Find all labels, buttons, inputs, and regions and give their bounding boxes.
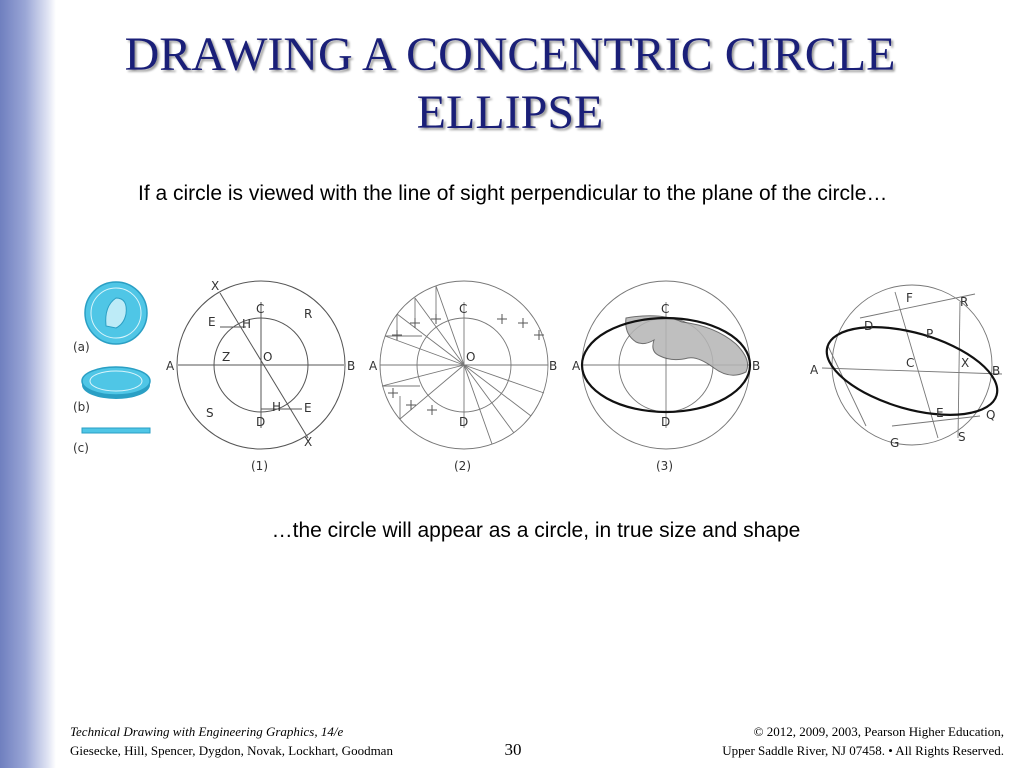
step3-label-a: A (572, 359, 581, 373)
step4-label-r: R (960, 295, 969, 309)
step4-label-d: D (864, 319, 874, 333)
step4-line-r-s (958, 302, 960, 438)
step3-label-b: B (752, 359, 761, 373)
step2-plot-marks (388, 314, 544, 415)
step4-label-e: E (936, 406, 944, 420)
step2-label-c: C (459, 302, 468, 316)
step4-top-line (860, 294, 975, 318)
footer-copyright-line-1: © 2012, 2009, 2003, Pearson Higher Education, (753, 724, 1004, 739)
footer-book-title: Technical Drawing with Engineering Graphics, 14/e (70, 724, 344, 739)
step4-label-b: B (992, 364, 1001, 378)
step1-label-o: O (263, 350, 273, 364)
step1-label-h-bottom: H (272, 400, 282, 414)
step4-label-q: Q (986, 408, 996, 422)
page-number: 30 (504, 740, 522, 759)
footer-citation (70, 722, 393, 760)
view-label-c: (c) (73, 441, 89, 455)
step-caption-1: (1) (251, 459, 268, 473)
step1-label-z: Z (222, 350, 231, 364)
step2-label-d: D (459, 415, 469, 429)
step4-label-x: X (961, 356, 970, 370)
step4-label-s: S (958, 430, 966, 444)
step4-tangent-line (828, 346, 866, 426)
irregular-curve-template (626, 316, 748, 375)
step4-conjugate-line (895, 292, 938, 438)
view-label-b: (b) (73, 400, 90, 414)
step2-label-o: O (466, 350, 476, 364)
step1-label-c: C (256, 302, 265, 316)
footer-copyright (722, 722, 1004, 760)
step4-label-f: F (906, 291, 913, 305)
step1-label-b: B (347, 359, 356, 373)
footer-copyright-line-2: Upper Saddle River, NJ 07458. • All Rights Reserved. (722, 743, 1004, 758)
view-label-a: (a) (73, 340, 90, 354)
side-decoration-bar (0, 0, 56, 768)
intro-text: If a circle is viewed with the line of sight perpendicular to the plane of the circle… (138, 182, 888, 205)
step1-label-x-bottom: X (304, 435, 313, 449)
step4-label-g: G (890, 436, 900, 450)
step2-label-b: B (549, 359, 558, 373)
footer-authors: Giesecke, Hill, Spencer, Dygdon, Novak, Lockhart, Goodman (70, 743, 393, 758)
conclusion-text: …the circle will appear as a circle, in true size and shape (271, 519, 801, 542)
step-caption-3: (3) (656, 459, 673, 473)
step1-label-e-right: E (304, 401, 312, 415)
step1-label-s: S (206, 406, 214, 420)
ellipse-construction-figure (70, 276, 1014, 480)
slide-title (60, 26, 960, 142)
step-caption-2: (2) (454, 459, 471, 473)
step1-label-r: R (304, 307, 313, 321)
step3-label-c: C (661, 302, 670, 316)
step3-label-d: D (661, 415, 671, 429)
step1-label-a: A (166, 359, 175, 373)
step4-label-c: C (906, 356, 915, 370)
step1-label-x-top: X (211, 279, 220, 293)
step4-label-p: P (926, 327, 934, 341)
step1-label-d: D (256, 415, 266, 429)
coin-views (73, 282, 150, 455)
coin-edge-view (82, 428, 150, 433)
step2-projection-lines (382, 286, 436, 419)
step1-label-e-left: E (208, 315, 216, 329)
step4-label-a: A (810, 363, 819, 377)
step1-label-h-top: H (242, 317, 252, 331)
title-line-2: ELLIPSE (416, 86, 604, 139)
title-line-1: DRAWING A CONCENTRIC CIRCLE (124, 28, 896, 81)
step2-label-a: A (369, 359, 378, 373)
